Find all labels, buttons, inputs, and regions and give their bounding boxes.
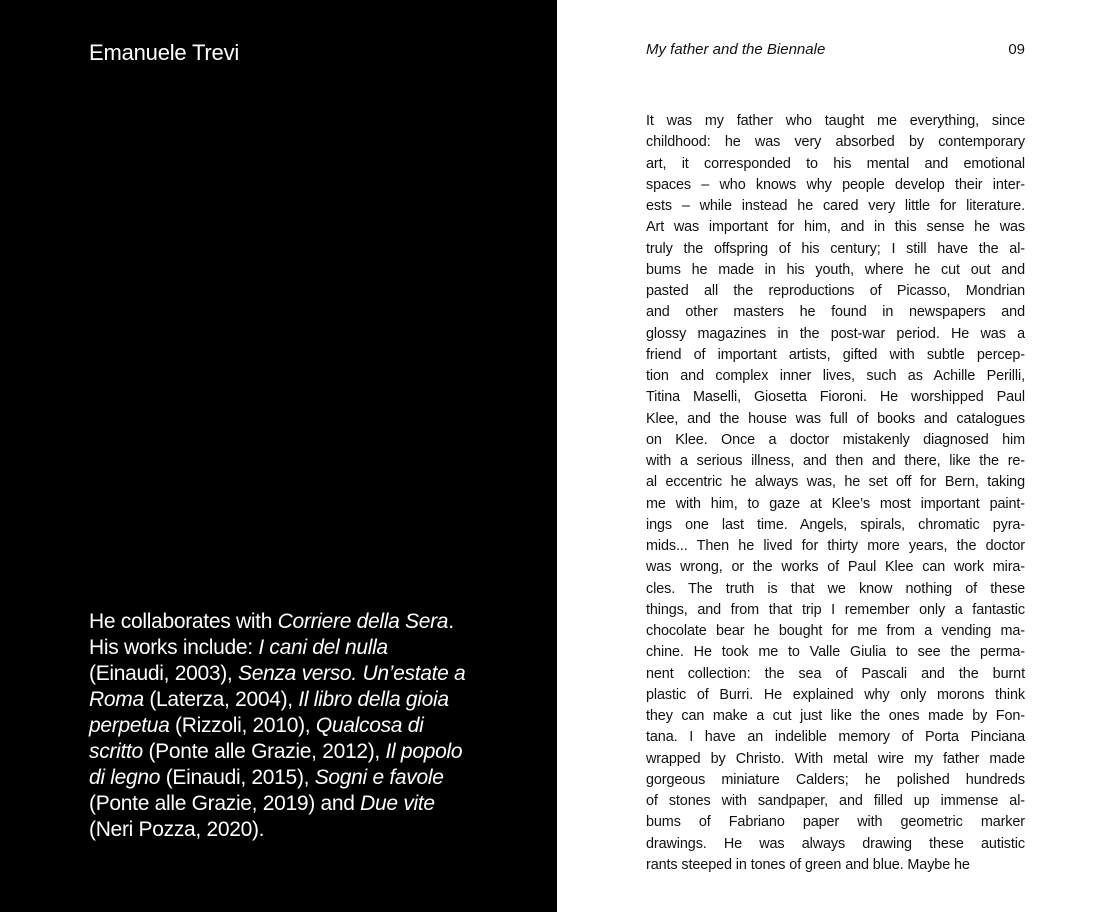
body-line: Titina Maselli, Giosetta Fioroni. He worshipped Paul	[646, 389, 1025, 406]
bio-text: He collaborates with	[89, 610, 278, 633]
body-text	[646, 111, 1025, 876]
bio-title-italic: Qualcosa di scritto	[89, 714, 424, 763]
bio-text: (Ponte alle Grazie, 2012),	[142, 740, 386, 763]
bio-text: (Rizzoli, 2010),	[169, 714, 316, 737]
body-line: spaces – who knows why people develop their inter-	[646, 176, 1025, 193]
body-line: rants steeped in tones of green and blue. Maybe he	[646, 856, 970, 873]
bio-title-italic: Senza verso. Un’estate a Roma	[89, 662, 466, 711]
body-line: pasted all the reproductions of Picasso, Mondrian	[646, 283, 1025, 299]
body-line: and other masters he found in newspapers and	[646, 304, 1025, 321]
body-line: cles. The truth is that we know nothing of these	[646, 580, 1025, 597]
body-line: chocolate bear he bought for me from a vending ma-	[646, 623, 1025, 639]
bio-text: (Einaudi, 2015),	[160, 766, 315, 789]
bio-title-italic: Il popolo di legno	[89, 740, 463, 789]
body-line: was wrong, or the works of Paul Klee can work mira-	[646, 559, 1025, 576]
right-page	[557, 0, 1113, 912]
running-title: My father and the Biennale	[646, 41, 826, 58]
body-line: Klee, and the house was full of books and catalogues	[646, 410, 1025, 427]
body-line: they can make a cut just like the ones made by Fon-	[646, 708, 1025, 724]
body-line: art, it corresponded to his mental and emotional	[646, 155, 1025, 172]
body-line: childhood: he was very absorbed by contemporary	[646, 134, 1025, 151]
body-line: friend of important artists, gifted with subtle percep-	[646, 346, 1025, 363]
bio-text: (Ponte alle Grazie, 2019) and	[89, 792, 361, 815]
body-line: gorgeous miniature Calders; he polished hundreds	[646, 771, 1025, 788]
body-line: truly the offspring of his century; I still have the al-	[646, 240, 1025, 257]
bio-title-italic: Sogni e favole	[314, 766, 444, 789]
bio-text: (Einaudi, 2003),	[89, 662, 238, 685]
bio-title-italic: Il libro della gioia perpetua	[89, 688, 449, 737]
body-line: ests – while instead he cared very little for literature.	[646, 198, 1025, 214]
body-line: ings one last time. Angels, spirals, chromatic pyra-	[646, 516, 1025, 533]
body-line: tion and complex inner lives, such as Achille Perilli,	[646, 368, 1025, 384]
body-line: Art was important for him, and in this sense he was	[646, 219, 1025, 236]
bio-text: (Neri Pozza, 2020).	[89, 818, 265, 841]
body-line: nent collection: the sea of Pascali and the burnt	[646, 665, 1025, 682]
bio-title-italic: I cani del nulla	[258, 636, 388, 659]
body-line: drawings. He was always drawing these autistic	[646, 835, 1025, 852]
body-line: on Klee. Once a doctor mistakenly diagnosed him	[646, 431, 1025, 448]
bio-title-italic: Due vite	[360, 792, 435, 815]
body-line: bums of Fabriano paper with geometric marker	[646, 814, 1025, 831]
body-line: tana. I have an indelible memory of Porta Pinciana	[646, 729, 1025, 746]
body-line: al eccentric he always was, he set off for Bern, taking	[646, 474, 1025, 491]
body-line: with a serious illness, and then and there, like the re-	[646, 453, 1025, 469]
author-bio	[89, 609, 469, 843]
bio-text: . His works include:	[89, 610, 454, 659]
body-line: plastic of Burri. He explained why only morons think	[646, 686, 1025, 703]
body-line: of stones with sandpaper, and filled up immense al-	[646, 793, 1025, 809]
author-name: Emanuele Trevi	[89, 40, 240, 65]
body-line: mids... Then he lived for thirty more years, the doctor	[646, 538, 1025, 554]
body-line: chine. He took me to Valle Giulia to see the perma-	[646, 644, 1025, 661]
body-line: me with him, to gaze at Klee’s most important paint-	[646, 495, 1025, 512]
body-line: It was my father who taught me everything, since	[646, 113, 1025, 129]
body-line: wrapped by Christo. With metal wire my father made	[646, 750, 1025, 767]
page-number: 09	[1008, 41, 1025, 58]
body-line: glossy magazines in the post-war period. He was a	[646, 325, 1025, 342]
body-line: things, and from that trip I remember only a fantastic	[646, 601, 1025, 618]
bio-title-italic: Corriere della Sera	[277, 610, 449, 633]
body-line: bums he made in his youth, where he cut out and	[646, 261, 1025, 278]
bio-text: (Laterza, 2004),	[143, 688, 299, 711]
